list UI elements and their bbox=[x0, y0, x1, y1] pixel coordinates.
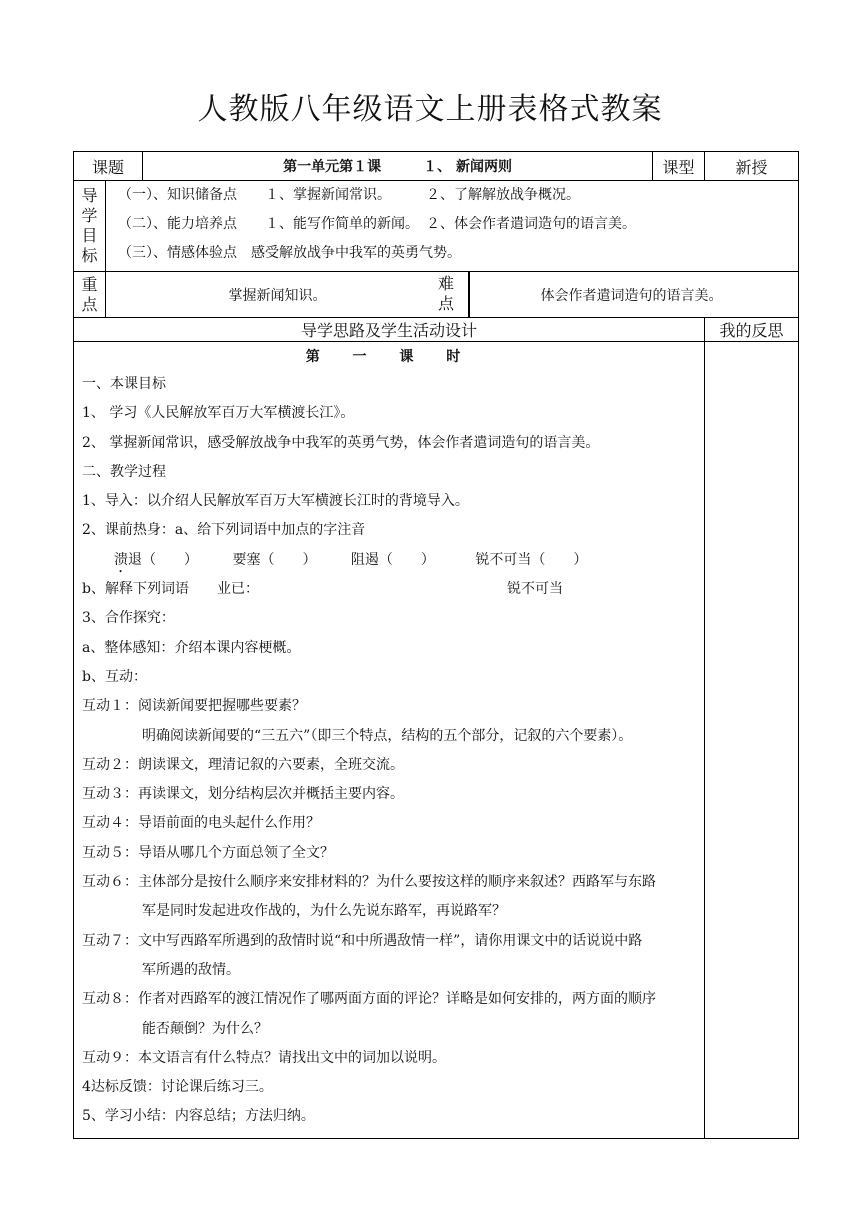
design-heading: 导学思路及学生活动设计 bbox=[74, 318, 705, 342]
goals-label: 导 学 目 标 bbox=[74, 181, 106, 272]
text-line: a、整体感知：介绍本课内容梗概。 bbox=[82, 639, 301, 656]
text-line: 军是同时发起进攻作战的，为什么先说东路军，再说路军？ bbox=[142, 903, 506, 920]
difficulty-value: 体会作者遣词造句的语言美。 bbox=[540, 287, 723, 304]
text-line: 互动１：阅读新闻要把握哪些要素？ bbox=[82, 698, 306, 715]
topic-value: 第一单元第１课 １、 新闻两则 bbox=[143, 152, 653, 181]
text-line: 能否颠倒？为什么？ bbox=[142, 1020, 268, 1037]
define-row bbox=[82, 575, 698, 604]
pinyin-row bbox=[82, 546, 698, 575]
text-line: 互动３：再读课文，划分结构层次并概括主要内容。 bbox=[82, 786, 404, 803]
reflection-heading: 我的反思 bbox=[705, 318, 799, 342]
text-line: 互动８：作者对西路军的渡江情况作了哪两面方面的评论？详略是如何安排的，两方面的顺序 bbox=[82, 991, 656, 1008]
text-line: 2、 掌握新闻常识，感受解放战争中我军的英勇气势，体会作者遣词造句的语言美。 bbox=[82, 434, 600, 451]
goal-knowledge: （一）、知识储备点 １、掌握新闻常识。 ２、了解解放战争概况。 bbox=[118, 187, 580, 203]
pinyin-item: 溃退（ ） bbox=[114, 551, 198, 568]
type-label: 课型 bbox=[653, 152, 705, 181]
type-value: 新授 bbox=[705, 152, 799, 181]
difficulty-label: 难 点 bbox=[424, 272, 469, 317]
text-line: 互动２：朗读课文，理清记叙的六要素，全班交流。 bbox=[82, 756, 404, 773]
text-line: 1、 学习《人民解放军百万大军横渡长江》。 bbox=[82, 405, 355, 422]
key-points-value: 掌握新闻知识。 bbox=[106, 272, 470, 318]
key-points-label: 重 点 bbox=[74, 272, 106, 318]
text-line: 明确阅读新闻要的“三五六”（即三个特点，结构的五个部分，记叙的六个要素）。 bbox=[142, 727, 633, 744]
text-line: 4达标反馈：讨论课后练习三。 bbox=[82, 1079, 273, 1096]
text-line: b、互动： bbox=[82, 668, 147, 685]
text-line: 互动７：文中写西路军所遇到的敌情时说“和中所遇敌情一样”，请你用课文中的话说说中路 bbox=[82, 932, 643, 949]
pinyin-item: 要塞（ ） bbox=[232, 551, 317, 568]
goal-ability: （二）、能力培养点 １、能写作简单的新闻。 ２、体会作者遣词造句的语言美。 bbox=[118, 216, 636, 232]
text-line: 一、本课目标 bbox=[82, 376, 166, 392]
goals-content bbox=[106, 181, 799, 272]
text-line: 二、教学过程 bbox=[82, 463, 166, 480]
define-item: b、解释下列词语 业已： bbox=[82, 581, 259, 598]
goal-emotion: （三）、情感体验点 感受解放战争中我军的英勇气势。 bbox=[118, 245, 461, 261]
pinyin-item: 阻遏（ ） bbox=[350, 551, 435, 568]
text-line: 互动９：本文语言有什么特点？请找出文中的词加以说明。 bbox=[82, 1049, 446, 1066]
topic-label: 课题 bbox=[74, 152, 143, 181]
text-line: 互动６：主体部分是按什么顺序来安排材料的？为什么要按这样的顺序来叙述？西路军与东路 bbox=[82, 874, 656, 891]
lesson-plan-table bbox=[73, 151, 799, 1139]
text-line: 3、合作探究： bbox=[82, 610, 175, 627]
design-body bbox=[74, 342, 705, 1139]
text-line: 2、课前热身：a、给下列词语中加点的字注音 bbox=[82, 522, 366, 539]
text-line: 军所遇的敌情。 bbox=[142, 961, 240, 978]
session-title: 第 一 课 时 bbox=[305, 349, 475, 365]
pinyin-item: 锐不可当（ ） bbox=[475, 551, 588, 568]
text-line: 5、学习小结：内容总结；方法归纳。 bbox=[82, 1108, 315, 1125]
text-line: 互动５：导语从哪几个方面总领了全文？ bbox=[82, 844, 334, 861]
define-item: 锐不可当 bbox=[507, 581, 563, 598]
reflection-cell bbox=[705, 342, 799, 1139]
text-line: 1、导入：以介绍人民解放军百万大军横渡长江时的背境导入。 bbox=[82, 493, 469, 510]
text-line: 互动４：导语前面的电头起什么作用？ bbox=[82, 815, 320, 832]
page-title: 人教版八年级语文上册表格式教案 bbox=[197, 92, 663, 127]
